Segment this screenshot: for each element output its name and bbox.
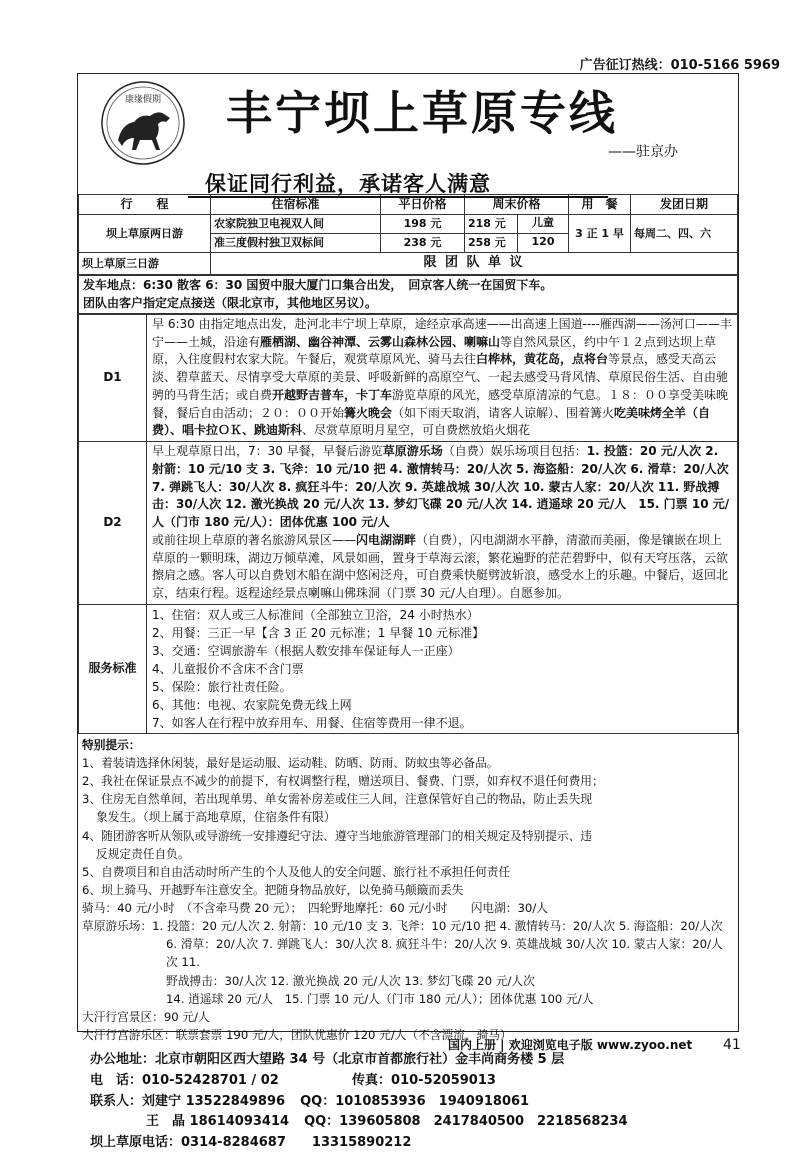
itinerary-text: （自费），闪电湖湖水平静，清澈而美丽，像是镶嵌在坝上草原的一颗明珠，湖边万倾草滩，风景如画，置身于草海云滚，繁花遍野的茫茫碧野中，似有天穹压落，云欲擦肩之感。客人可以自费划木船在湖中悠闲泛舟，可自费乘快艇劈波斩浪，感受水上的乐趣。中餐后，返回北京，结束行程。返程途经景点喇嘛山佛珠洞（门票 30 元/人自理）。自愿参加。 [152, 532, 729, 601]
note-item: 2、我社在保证景点不减少的前提下，有权调整行程，赠送项目、餐费、门票，如弃权不退任何费用； [82, 774, 604, 789]
col-header: 周末价格 [465, 195, 569, 215]
page-number: 41 [723, 1037, 741, 1053]
contact-name: 刘建宁 [142, 1093, 182, 1109]
note-item: 6、坝上骑马、开越野车注意安全。把随身物品放好，以免骑马颠簸而丢失 [82, 882, 464, 897]
bashang-phone: 坝上草原电话：0314-8284687 13315890212 [90, 1135, 412, 1151]
contact-name: 王 晶 [146, 1114, 186, 1130]
itinerary-text: 早 6:30 由指定地点出发，赴河北丰宁坝上草原，途经京承高速——出高速上国道----雁西湖——汤河口——丰宁——土城，沿途有 [152, 316, 732, 349]
fax-label: 传真： [352, 1072, 392, 1088]
phone-number: 010-52428701 / 02 [142, 1072, 279, 1088]
col-header: 行 程 [79, 195, 211, 215]
weekday-price: 238 元 [381, 234, 465, 253]
contact-qq: QQ：139605808 2417840500 2218568234 [304, 1114, 628, 1130]
departure-table [78, 275, 738, 314]
itinerary-highlight: 闪电湖湖畔 [356, 532, 417, 547]
itinerary-text: 游览草原的风光，感受草原清凉的气息。１８：００享受美味晚餐，餐后自由活动；２０：００开始 [152, 387, 729, 420]
itinerary-text: （如下雨天取消，请客人谅解）、围着篝火 [392, 405, 615, 420]
contact-block [78, 1046, 738, 1154]
lodging-cell: 准三度假村独卫双标间 [211, 234, 381, 253]
note-item: 1、着装请选择休闲装，最好是运动服、运动鞋、防晒、防雨、防蚊虫等必备品。 [82, 756, 499, 771]
list-item: 4、儿童报价不含床不含门票 [152, 661, 304, 676]
list-item: 1、住宿：双人或三人标准间（全部独立卫浴，24 小时热水） [152, 607, 479, 622]
itinerary-text: （自费）娱乐场项目包括： [442, 444, 587, 459]
service-label: 服务标准 [79, 604, 147, 733]
svg-text:康缘假期: 康缘假期 [124, 95, 162, 105]
col-header: 平日价格 [381, 195, 465, 215]
itinerary-highlight: 1. 投篮：20 元/人次 2. 射箭：10 元/10 支 3. 飞斧：10 元/10 把 4. 激情转马：20/人次 5. 海盗船：20/人次 6. 滑草：20/人次 7. 弹跳飞人：30/人次 8. 疯狂斗牛：20/人次 9. 英雄战城 30/人次 10. 蒙古人家：20/人次 11. 野战搏击：30/人次 12. 激光换战 20 元/人次 13. 梦幻飞碟 20 元/人次 14. 逍遥球 20 元/人 15. 门票 10 元/人（门市 180 元/人）：团体优惠 100 元/人 [152, 444, 730, 530]
note-item: 野战搏击：30/人次 12. 激光换战 20 元/人次 13. 梦幻飞碟 20 元/人次 [166, 973, 535, 988]
list-item: 2、用餐：三正一早【含 3 正 20 元标准；1 早餐 10 元标准】 [152, 625, 485, 640]
office-address: 办公地址：北京市朝阳区西大望路 34 号（北京市首都旅行社）金丰尚商务楼 5 层 [90, 1052, 565, 1068]
table-row [79, 253, 738, 275]
contact-label: 联系人： [90, 1093, 143, 1109]
dates-cell: 每周二、四、六 [631, 215, 738, 253]
itinerary-highlight: 草原游乐场 [382, 444, 443, 459]
note-item: 6. 滑草：20/人次 7. 弹跳飞人：30/人次 8. 疯狂斗牛：20/人次 9. 英雄战城 30/人次 10. 蒙古人家：20/人次 11. [166, 937, 723, 970]
contact-phone: 18614093414 [189, 1114, 290, 1130]
itinerary-highlight: 雁栖湖、幽谷神潭、云雾山森林公园、喇嘛山 [260, 334, 501, 349]
departure-line: 发车地点：6:30 散客 6：30 国贸中服大厦门口集合出发， 回京客人统一在国贸下车。 [83, 278, 553, 293]
price-table [78, 194, 738, 275]
itinerary-highlight: 篝火晚会 [344, 405, 393, 420]
phone-label: 电 话： [90, 1072, 143, 1088]
note-item: 14. 逍遥球 20 元/人 15. 门票 10 元/人（门市 180 元/人）；团体优惠 100 元/人 [166, 991, 594, 1006]
subtitle: ——驻京办 [608, 144, 678, 160]
notes-heading: 特别提示： [82, 737, 141, 752]
departure-line: 团队由客户指定定点接送（限北京市，其他地区另议）。 [83, 295, 378, 310]
note-item: 大汗行宫景区：90 元/人 [82, 1009, 210, 1024]
tour-name: 坝上草原三日游 [79, 253, 211, 275]
tour2-note: 限 团 队 单 议 [211, 253, 738, 275]
special-notes [78, 734, 738, 1046]
note-item: 象发生。（坝上属于高地草原，住宿条件有限） [96, 810, 336, 825]
child-price: 120 [531, 235, 555, 249]
slogan: 保证同行利益，承诺客人满意 [205, 172, 491, 196]
itinerary-text: 早上观草原日出，7：30 早餐，早餐后游览 [152, 444, 383, 459]
note-item: 草原游乐场：1. 投篮：20 元/人次 2. 射箭：10 元/10 支 3. 飞斧：10 元/10 把 4. 激情转马：20/人次 5. 海盗船：20/人次 [82, 919, 723, 934]
note-item: 4、随团游客听从领队或导游统一安排遵纪守法、遵守当地旅游管理部门的相关规定及特别提示、违 [82, 828, 592, 843]
footer-text: 国内上册 | 欢迎浏览电子版 www.zyoo.net [448, 1038, 693, 1052]
list-item: 5、保险：旅行社责任险。 [152, 679, 292, 694]
child-label: 儿童 [532, 216, 554, 230]
note-item: 反规定责任自负。 [96, 846, 190, 861]
slogan-underline [188, 196, 608, 198]
weekend-price: 258 元 [465, 234, 518, 252]
itinerary-highlight: 开越野吉普车，卡丁车 [272, 387, 393, 402]
itinerary-highlight: 白桦林，黄花岛，点将台 [476, 352, 609, 367]
list-item: 6、其他：电视、农家院免费无线上网 [152, 697, 352, 712]
col-header: 发团日期 [631, 195, 738, 215]
contact-qq: QQ：1010853936 1940918061 [300, 1093, 530, 1109]
weekend-price: 218 元 [465, 215, 518, 233]
note-item: 3、住房无自然单间，若出现单男、单女需补房差或住三人间，注意保管好自己的物品，防止丢失现 [82, 792, 592, 807]
col-header: 用 餐 [569, 195, 631, 215]
lodging-cell: 农家院独卫电视双人间 [211, 215, 381, 234]
ad-header [78, 74, 738, 194]
itinerary-text: 、尽赏草原明月星空，可自费燃放焰火烟花 [302, 423, 531, 438]
itinerary-text: 等自然风景区，约中午１２点到达坝上草原，入住度假村农家大院。午餐后，观赏草原风光、骑马去往 [152, 334, 717, 367]
day-label: D2 [79, 442, 147, 605]
tour-name: 坝上草原两日游 [79, 215, 211, 253]
itinerary-table [78, 314, 738, 734]
itinerary-day-1 [79, 314, 738, 441]
list-item: 3、交通：空调旅游车（根据人数安排车保证每人一正座） [152, 643, 460, 658]
contact-phone: 13522849896 [185, 1093, 286, 1109]
meals-cell: 3 正 1 早 [569, 215, 631, 253]
fax-number: 010-52059013 [391, 1072, 496, 1088]
itinerary-text: 或前往坝上草原的著名旅游风景区—— [152, 532, 357, 547]
day-label: D1 [79, 314, 147, 441]
service-standards [79, 604, 738, 733]
horse-logo-icon [100, 80, 186, 166]
itinerary-day-2 [79, 442, 738, 605]
note-item: 5、自费项目和自由活动时所产生的个人及他人的安全问题、旅行社不承担任何责任 [82, 864, 511, 879]
note-item: 大汗行宫游乐区：联票套票 190 元/人，团队优惠价 120 元/人（不含漂流、骑马） [82, 1027, 512, 1042]
col-header: 住宿标准 [211, 195, 381, 215]
table-row [79, 215, 738, 234]
itinerary-highlight: 吃美味烤全羊（自费）、唱卡拉ＯＫ、跳迪斯科 [152, 405, 711, 438]
list-item: 7、如客人在行程中放弃用车、用餐、住宿等费用一律不退。 [152, 715, 472, 730]
page-title: 丰宁坝上草原专线 [226, 86, 618, 140]
note-item: 骑马：40 元/小时 （不含牵马费 20 元）； 四轮野地摩托：60 元/小时 闪电湖：30/人 [82, 901, 548, 916]
ad-hotline: 广告征订热线：010-5166 5969 [579, 58, 780, 73]
itinerary-text: 等景点，感受天高云淡、碧草蓝天、尽情享受大草原的美景、呼吸新鲜的高原空气、一起去感受马背风情、草原民俗生活、自由驰骋的马背生活；或自费 [152, 352, 729, 402]
weekday-price: 198 元 [381, 215, 465, 234]
